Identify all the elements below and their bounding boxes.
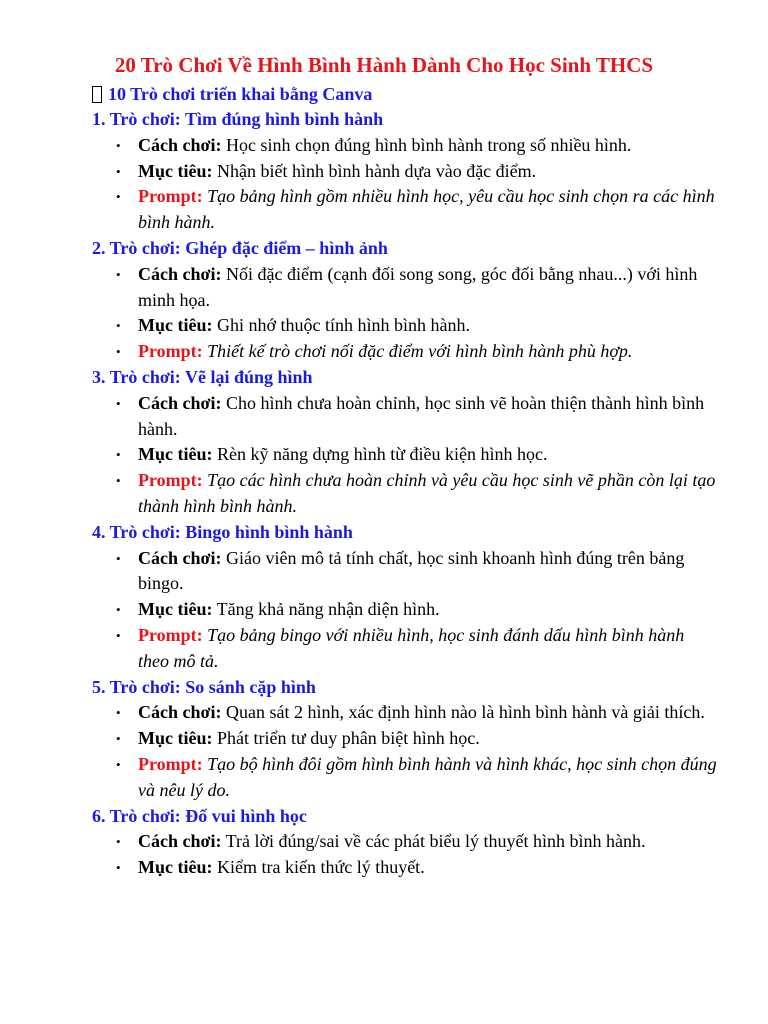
goal-text: Tăng khả năng nhận diện hình. bbox=[216, 599, 440, 620]
game-details bbox=[92, 829, 718, 881]
game-item bbox=[92, 236, 718, 365]
game-item bbox=[92, 365, 718, 520]
goal-label: Mục tiêu: bbox=[138, 315, 213, 336]
goal-label: Mục tiêu: bbox=[138, 728, 213, 749]
game-how-item bbox=[138, 262, 718, 314]
section-heading bbox=[92, 81, 718, 107]
prompt-text: Tạo bảng hình gồm nhiều hình học, yêu cầu học sinh chọn ra các hình bình hành. bbox=[138, 186, 715, 233]
section-heading-text: 10 Trò chơi triển khai bằng Canva bbox=[108, 84, 373, 104]
goal-text: Phát triển tư duy phân biệt hình học. bbox=[216, 728, 480, 749]
game-details bbox=[92, 391, 718, 520]
prompt-text: Thiết kế trò chơi nối đặc điểm với hình bình hành phù hợp. bbox=[207, 341, 633, 362]
game-item bbox=[92, 520, 718, 675]
game-prompt-item bbox=[138, 339, 718, 365]
game-how-item bbox=[138, 700, 718, 726]
prompt-label: Prompt: bbox=[138, 341, 203, 362]
goal-text: Ghi nhớ thuộc tính hình bình hành. bbox=[216, 315, 470, 336]
prompt-label: Prompt: bbox=[138, 753, 203, 774]
game-title: 2. Trò chơi: Ghép đặc điểm – hình ảnh bbox=[92, 237, 388, 258]
game-goal-item bbox=[138, 313, 718, 339]
game-list-container bbox=[92, 107, 718, 881]
how-text: Học sinh chọn đúng hình bình hành trong số nhiều hình. bbox=[225, 134, 632, 155]
game-title: 5. Trò chơi: So sánh cặp hình bbox=[92, 676, 316, 697]
game-title: 4. Trò chơi: Bingo hình bình hành bbox=[92, 521, 353, 542]
game-title: 6. Trò chơi: Đố vui hình học bbox=[92, 805, 307, 826]
prompt-label: Prompt: bbox=[138, 624, 203, 645]
goal-label: Mục tiêu: bbox=[138, 857, 213, 878]
goal-text: Rèn kỹ năng dựng hình từ điều kiện hình học. bbox=[216, 444, 548, 465]
prompt-text: Tạo bộ hình đôi gồm hình bình hành và hình khác, học sinh chọn đúng và nêu lý do. bbox=[138, 753, 717, 800]
game-title: 3. Trò chơi: Vẽ lại đúng hình bbox=[92, 366, 313, 387]
missing-glyph-box-icon bbox=[92, 86, 102, 103]
how-text: Giáo viên mô tả tính chất, học sinh khoanh hình đúng trên bảng bingo. bbox=[138, 547, 685, 594]
goal-label: Mục tiêu: bbox=[138, 599, 213, 620]
game-details bbox=[92, 546, 718, 675]
game-how-item bbox=[138, 546, 718, 598]
game-goal-item bbox=[138, 159, 718, 185]
goal-text: Kiểm tra kiến thức lý thuyết. bbox=[216, 857, 425, 878]
game-prompt-item bbox=[138, 623, 718, 675]
game-details bbox=[92, 133, 718, 236]
how-label: Cách chơi: bbox=[138, 134, 222, 155]
game-details bbox=[92, 262, 718, 365]
game-goal-item bbox=[138, 597, 718, 623]
how-label: Cách chơi: bbox=[138, 547, 222, 568]
game-how-item bbox=[138, 133, 718, 159]
how-text: Trả lời đúng/sai về các phát biểu lý thuyết hình bình hành. bbox=[225, 831, 646, 852]
game-prompt-item bbox=[138, 184, 718, 236]
goal-label: Mục tiêu: bbox=[138, 160, 213, 181]
document-title: 20 Trò Chơi Về Hình Bình Hành Dành Cho Học Sinh THCS bbox=[114, 53, 654, 77]
game-details bbox=[92, 700, 718, 803]
goal-text: Nhận biết hình bình hành dựa vào đặc điểm. bbox=[216, 160, 537, 181]
how-label: Cách chơi: bbox=[138, 263, 222, 284]
how-label: Cách chơi: bbox=[138, 831, 222, 852]
prompt-text: Tạo bảng bingo với nhiều hình, học sinh đánh dấu hình bình hành theo mô tả. bbox=[138, 624, 685, 671]
game-item bbox=[92, 675, 718, 804]
game-title: 1. Trò chơi: Tìm đúng hình bình hành bbox=[92, 109, 384, 129]
game-item bbox=[92, 107, 718, 236]
game-goal-item bbox=[138, 726, 718, 752]
prompt-label: Prompt: bbox=[138, 186, 203, 207]
prompt-label: Prompt: bbox=[138, 470, 203, 491]
game-item bbox=[92, 804, 718, 881]
goal-label: Mục tiêu: bbox=[138, 444, 213, 465]
prompt-text: Tạo các hình chưa hoàn chỉnh và yêu cầu học sinh vẽ phần còn lại tạo thành hình bình hành. bbox=[138, 470, 716, 516]
how-text: Quan sát 2 hình, xác định hình nào là hình bình hành và giải thích. bbox=[225, 702, 705, 723]
how-label: Cách chơi: bbox=[138, 392, 222, 413]
game-prompt-item bbox=[138, 752, 718, 804]
game-how-item bbox=[138, 391, 718, 443]
game-how-item bbox=[138, 829, 718, 855]
how-label: Cách chơi: bbox=[138, 702, 222, 723]
game-goal-item bbox=[138, 442, 718, 468]
game-goal-item bbox=[138, 855, 718, 881]
how-text: Cho hình chưa hoàn chỉnh, học sinh vẽ hoàn thiện thành hình bình hành. bbox=[138, 392, 705, 439]
game-prompt-item bbox=[138, 468, 718, 520]
how-text: Nối đặc điểm (cạnh đối song song, góc đối bằng nhau...) với hình minh họa. bbox=[138, 263, 698, 310]
